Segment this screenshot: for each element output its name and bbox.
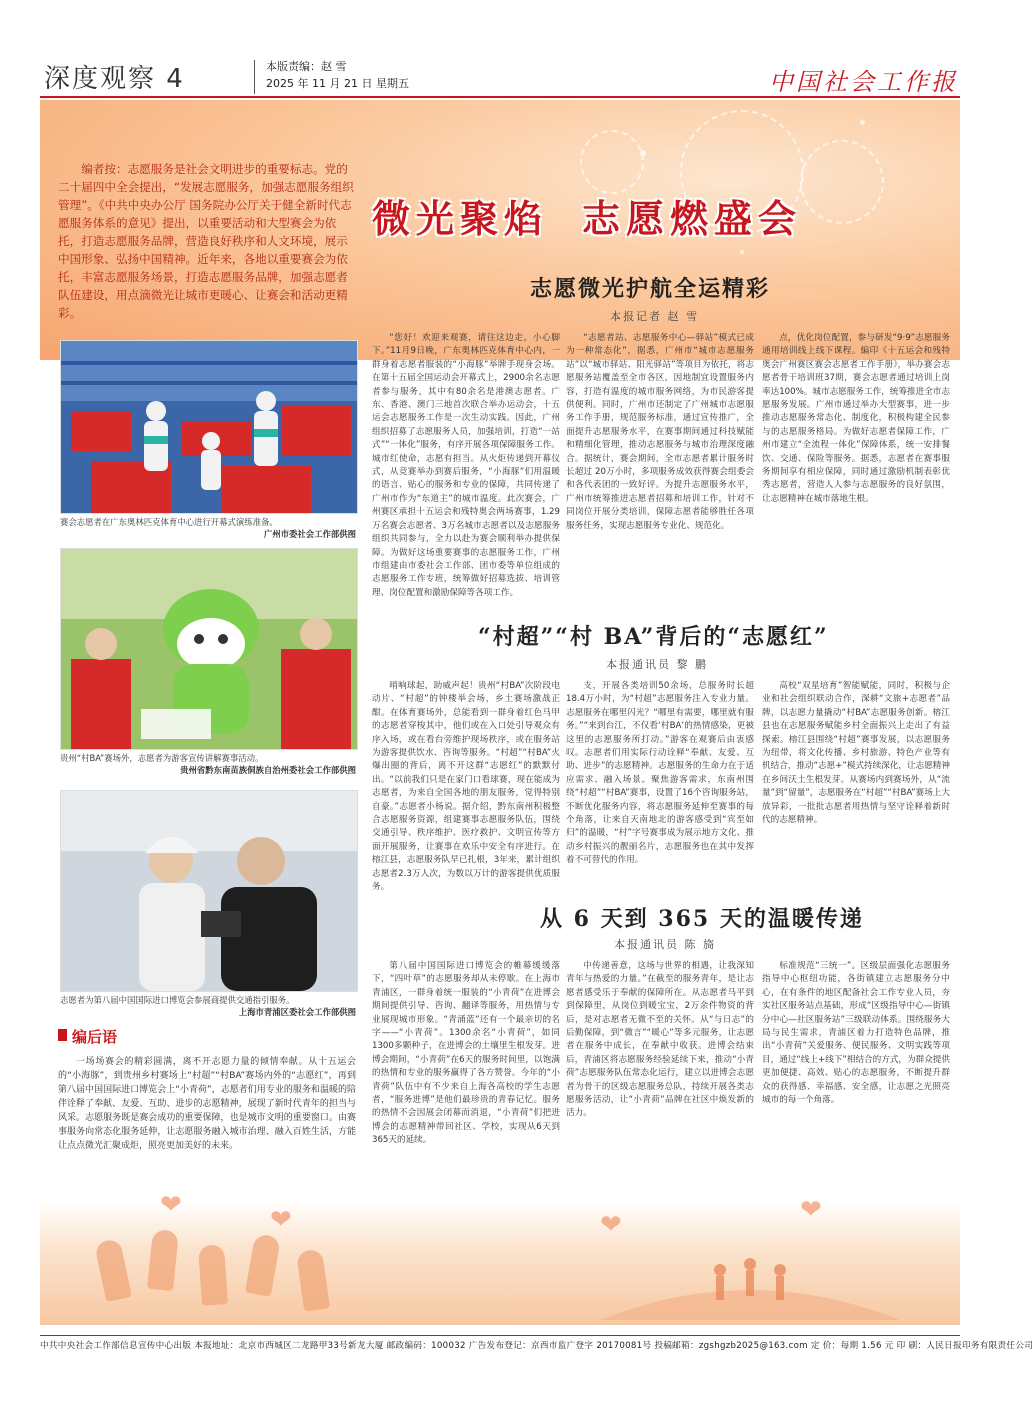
section-title: 深度观察 4	[44, 64, 185, 94]
postscript-title: 编后语	[58, 1026, 356, 1047]
footer-rule	[40, 1335, 960, 1336]
heart-icon: ❤	[800, 1195, 822, 1225]
heart-icon: ❤	[160, 1190, 182, 1220]
postscript-text: 一场场赛会的精彩圆满，离不开志愿力量的倾情奉献。从十五运会的“小海豚”，到贵州乡村赛场上“村超”“村BA”赛场内外的“志愿红”，再到第八届中国国际进口博览会上“小青荷”，志愿者们用专业的服务和温暖的陪伴诠释了奉献、友爱、互助、进步的志愿精神，展现了新时代青年的担当与风采。志愿服务既是赛会成功的重要保障，也是城市文明的重要窗口。由赛事服务向常态化服务延伸，让志愿服务融入城市治理、融入百姓生活，方能让点点微光汇聚成炬，照亮更加美好的未来。	[58, 1057, 356, 1151]
photo-mascot-volunteers	[60, 548, 358, 750]
article-3-col-1: 第八届中国国际进口博览会的帷幕缓缓落下，“四叶草”的志愿服务却从未停歇。在上海市青浦区，一群身着统一服装的“小青荷”在进博会期间提供引导、咨询、翻译等服务，用热情与专业展现城市形象。“青涌蓝”还有一个最亲切的名字——“小青荷”。1300余名“小青荷”，如同1300多颗种子，在进博会的土壤里生根发芽。进博会期间，“小青荷”在6天的服务时间里，以饱满的热情和专业的服务赢得了各方赞誉。今年的“小青荷”队伍中有不少来自上海各高校的学生志愿者，“服务进博”是他们最珍贵的青春记忆。服务的热情不会因展会闭幕而消退，“小青荷”们把进博会的志愿精神带回社区、学校，实现从6天到365天的延续。	[372, 961, 560, 1146]
article-1-col-2: “志愿者站、志愿服务中心—驿站”模式已成为一种常态化”，据悉，广州市“城市志愿服务站”以“城市驿站、阳光驿站”等项目为依托，将志愿服务站覆盖至全市各区，因地制宜设置服务内容，打造有温度的城市服务网络，为市民游客提供便利。同时，广州市还制定了广州城市志愿服务工作手册，规范服务标准，通过宣传推广，全面提升志愿服务水平，在赛事期间通过科技赋能和精细化管理，推动志愿服务与城市治理深度融合。据统计，赛会期间，全市志愿者累计服务时长超过 20万小时，多项服务成效获得赛会组委会和各代表团的一致好评。为提升志愿服务水平，广州市统筹推进志愿者招募和培训工作，针对不同岗位开展分类培训，保障志愿者能够胜任各项服务任务，实现志愿服务专业化、规范化。	[566, 333, 754, 531]
caption-text: 贵州“村BA”赛场外，志愿者为游客宣传讲解赛事活动。	[60, 753, 264, 763]
raised-hand-decoration	[94, 1238, 132, 1302]
editor-line: 本版责编：赵 雪	[266, 60, 347, 73]
editor-note: 编者按：志愿服务是社会文明进步的重要标志。党的二十届四中全会提出，“发展志愿服务，加强志愿服务组织管理”。《中共中央办公厅 国务院办公厅关于健全新时代志愿服务体系的意见》提出，以重要活动和大型赛会为依托，打造志愿服务品牌，营造良好秩序和人文环境，展示中国形象、弘扬中国精神。近年来，各地以重要赛会为依托，丰富志愿服务场景，打造志愿服务品牌，加强志愿者队伍建设，用点滴微光让城市更暖心、让赛会和活动更精彩。	[58, 162, 354, 320]
masthead-logo: 中国社会工作报	[769, 68, 958, 96]
photo-caption	[60, 516, 356, 540]
headline-part-1: 微光聚焰	[372, 197, 549, 241]
expo-photo-illustration	[61, 791, 357, 991]
caption-text: 赛会志愿者在广东奥林匹克体育中心进行开幕式演练准备。	[60, 517, 278, 527]
header-divider	[254, 60, 255, 94]
main-headline	[372, 188, 802, 243]
firework-decoration	[580, 130, 644, 194]
stadium-photo-illustration	[61, 341, 357, 513]
photo-expo-volunteer	[60, 790, 358, 992]
raised-hand-decoration	[147, 1229, 179, 1291]
postscript-box	[58, 1026, 356, 1153]
header-rule	[40, 96, 960, 98]
article-3-col-2: 中传递善意，这场与世界的相遇，让我深知青年与热爱的力量。”在截至的服务青年，是让志愿者感受乐于奉献的保障所在。从志愿者马平到到保障里，从岗位到暖宝宝，2万余件物资的背后，是对志愿者无微不至的关怀。从“与日志”的后勤保障，到“微言”“暖心”等多元服务，让志愿者在服务中成长，在奉献中收获。进博会结束后，青浦区将志愿服务经验延续下来，推动“小青荷”志愿服务队伍常态化运行，建立以进博会志愿者为骨干的区级志愿服务总队，持续开展各类志愿服务活动，让“小青荷”品牌在社区中焕发新的活力。	[566, 961, 754, 1119]
caption-source: 贵州省黔东南苗族侗族自治州委社会工作部供图	[180, 765, 356, 775]
raised-hand-decoration	[245, 1233, 281, 1297]
article-3-byline: 本报通讯员 陈 旖	[614, 938, 716, 951]
article-2-col-1: 哨响球起，助威声起！贵州“村BA”次阶段电动片、“村超”的钟楼举会场，乡土赛场激战正酣。在体育赛场外，总能看到一群身着红色马甲的志愿者穿梭其中，他们或在入口处引导观众有序入场，或在看台旁维护现场秩序，或在服务站为游客提供饮水、咨询等服务。“村超”“村BA”火爆出圈的背后，离不开这群“志愿红”的默默付出。“以前我们只是在家门口看球赛，现在能成为志愿者，为来自全国各地的朋友服务，觉得特别自豪。”志愿者小杨说。据介绍，黔东南州积极整合志愿服务资源，组建赛事志愿服务队伍，围绕交通引导、秩序维护、医疗救护、文明宣传等方面开展服务，让赛事在欢乐中安全有序进行。在榕江县，志愿服务队早已扎根，3年来，累计组织志愿者2.3万人次，为数以万计的游客提供优质服务。	[372, 681, 560, 893]
page-footer: 中共中央社会工作部信息宣传中心出版 本报地址：北京市西城区二龙路甲33号新龙大厦 邮政编码：100032 广告发布登记：京西市监广登字 20170081号 投稿邮箱：zgshgzb2025@163.com 定 价：每期 1.56 元 印 刷：人民日报印务有限责任公司	[40, 1341, 1033, 1351]
sparkle-decoration	[740, 250, 744, 254]
caption-source: 上海市青浦区委社会工作部供图	[238, 1007, 356, 1017]
raised-hand-decoration	[296, 1248, 330, 1311]
article-3-title: 从 6 天到 365 天的温暖传递	[540, 906, 864, 932]
article-2-col-2: 支，开展各类培训50余场，总服务时长超18.4万小时，为“村超”志愿服务注入专业力量。志愿服务在哪里闪光？“哪里有需要，哪里就有服务。”“来到台江，不仅看‘村BA’的热情感染，更被这里的志愿服务所打动。”游客在观赛后由衷感叹。志愿者们用实际行动诠释“奉献、友爱、互助、进步”的志愿精神。志愿服务的生命力在于适应需求、融入场景。聚焦游客需求，东南州围绕“村超”“村BA”赛事，设置了16个咨询服务站，不断优化服务内容，将志愿服务延伸至赛事的每个角落，让来自天南地北的游客感受到“宾至如归”的温暖，“村”字号赛事成为展示地方文化、推动乡村振兴的靓丽名片，志愿服务也在其中发挥着不可替代的作用。	[566, 681, 754, 866]
photo-volunteers-stadium	[60, 340, 358, 514]
article-1-col-3: 点，优化岗位配置，参与研发“9·9”志愿服务通用培训线上线下课程。编印《十五运会和残特奥会广州赛区赛会志愿者工作手册》，举办赛会志愿者骨干培训班37期，赛会志愿者通过培训上岗率达100%。城市志愿服务工作，统筹推进全市志愿服务发展。广州市通过举办大型赛事，进一步推动志愿服务常态化、制度化，积极构建全民参与的志愿服务格局。为做好志愿者保障工作，广州市建立“全流程一体化”保障体系，统一安排餐饮、交通、保险等服务。据悉，志愿者在赛事服务期间享有相应保障，同时通过激励机制表彰优秀志愿者，营造人人参与志愿服务的良好氛围，让志愿精神在城市落地生根。	[762, 333, 950, 504]
firework-decoration	[800, 140, 884, 224]
article-1-byline: 本报记者 赵 雪	[610, 310, 699, 323]
silhouette-decoration	[600, 1240, 900, 1320]
article-1-title: 志愿微光护航全运精彩	[530, 276, 771, 302]
headline-part-2: 志愿燃盛会	[582, 197, 803, 241]
heart-icon: ❤	[270, 1205, 292, 1235]
page-header	[40, 48, 960, 98]
sparkle-decoration	[860, 120, 865, 125]
photo-caption	[60, 752, 356, 776]
raised-hand-decoration	[198, 1244, 228, 1306]
caption-text: 志愿者为第八届中国国际进口博览会参展商提供交通指引服务。	[60, 995, 295, 1005]
sparkle-decoration	[640, 150, 646, 156]
heart-icon: ❤	[600, 1210, 622, 1240]
bottom-decoration	[40, 1190, 960, 1325]
caption-source: 广州市委社会工作部供图	[263, 529, 356, 539]
mascot-photo-illustration	[61, 549, 357, 749]
photo-caption	[60, 994, 356, 1018]
article-2-col-3: 高校“双星培育”智能赋能，同时，积极与企业和社会组织联动合作，深耕“文旅+志愿者”品牌，以志愿力量撬动“村BA”志愿服务创新。榕江县也在志愿服务赋能乡村全面振兴上走出了有益探索。榕江县围绕“村超”赛事发展，以志愿服务为纽带，将文化传播、乡村旅游、特色产业等有机结合，推动“志愿+”模式持续深化，让志愿精神在乡间沃土生根发芽。从赛场内到赛场外，从“流量”到“留量”，志愿服务在“村超”“村BA”赛场上大放异彩，一批批志愿者用热情与坚守诠释着新时代的志愿精神。	[762, 681, 950, 826]
article-1-col-1: “您好！欢迎来观赛，请往这边走，小心脚下。”11月9日晚，广东奥林匹克体育中心内，一群身着志愿者服装的“小海豚”举牌手现身会场。在第十五届全国运动会开幕式上，2900余名志愿者参与服务，其中有80余名是港澳志愿者。广东、香港、澳门三地首次联合举办运动会，十五运会志愿服务工作是一次生动实践。因此，广州组织招募了志愿服务人员，加强培训，打造“一站式”“一体化”服务，有序开展各项保障服务工作。城市红使命，志愿有担当。从火炬传递到开幕仪式，从竞赛举办到赛后服务，“小海豚”们用温暖的语言、贴心的服务和专业的保障，共同传递了广州市作为“东道主”的城市温度。此次赛会，广州赛区承担十五运会和残特奥会两场赛事，1.29万名赛会志愿者、3万名城市志愿者以及志愿服务组织共同参与，全力以赴为赛会顺利举办提供保障。为做好这场重要赛事的志愿服务工作，广州市组建由市委社会工作部、团市委等单位组成的志愿服务工作专班，统筹做好招募选拔、培训管理、岗位配置和激励保障等各项工作。	[372, 333, 560, 598]
article-3-col-3: 标准规范“三统一”。区级层面强化志愿服务指导中心枢纽功能，各街镇建立志愿服务分中心，在有条件的地区配备社会工作专业人员，夯实社区服务站点基础，形成“区级指导中心—街镇分中心—社区服务站”三级联动体系。围绕服务大局与民生需求，青浦区着力打造特色品牌，推出“小青荷”关爱服务、便民服务、文明实践等项目，通过“线上+线下”相结合的方式，为群众提供更加便捷、高效、贴心的志愿服务，不断提升群众的获得感、幸福感、安全感，让志愿之光照亮城市的每一个角落。	[762, 961, 950, 1106]
article-2-byline: 本报通讯员 黎 鹏	[606, 658, 708, 671]
date-line: 2025 年 11 月 21 日 星期五	[266, 77, 409, 90]
header-meta	[266, 58, 409, 92]
article-2-title: “村超”“村 BA”背后的“志愿红”	[478, 624, 829, 650]
